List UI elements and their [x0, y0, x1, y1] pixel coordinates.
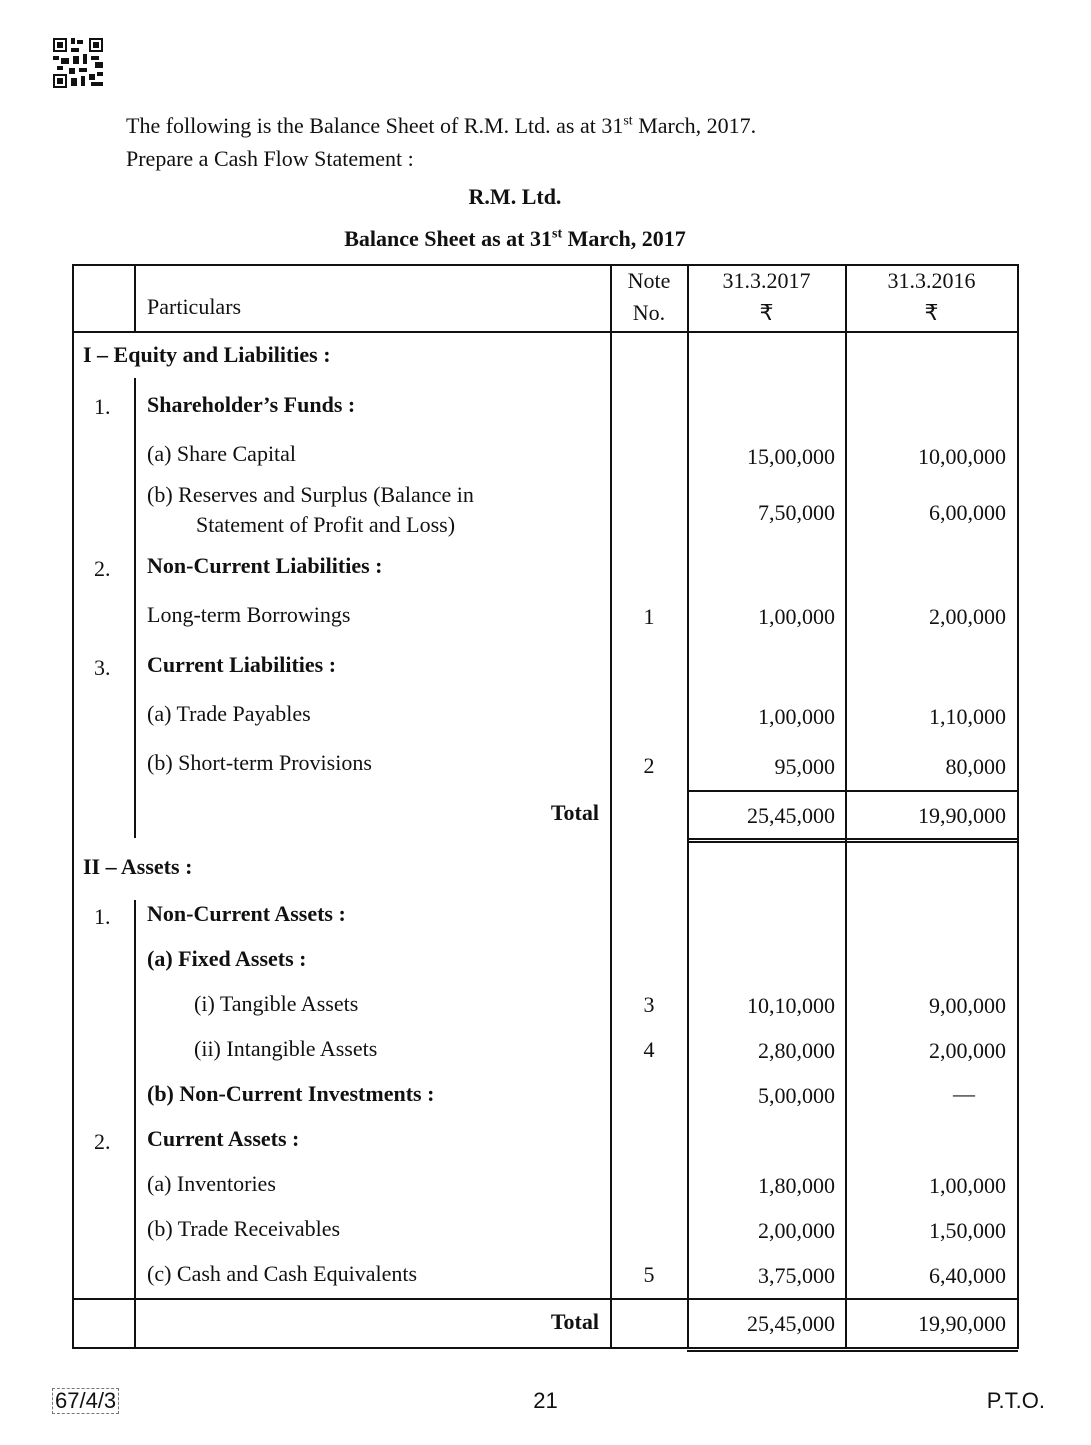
total-2016: 19,90,000	[918, 1311, 1006, 1336]
value-2017: 5,00,000	[758, 1083, 835, 1108]
note-no: 3	[643, 992, 655, 1017]
value-2017: 15,00,000	[747, 444, 835, 469]
value-2016: 9,00,000	[929, 993, 1006, 1018]
company-name: R.M. Ltd.	[468, 184, 562, 209]
value-2016: 80,000	[945, 754, 1006, 779]
value-2017: 2,80,000	[758, 1038, 835, 1063]
row-label: Non-Current Liabilities :	[147, 553, 383, 578]
row-label-cont: Statement of Profit and Loss)	[196, 512, 456, 537]
row-label: (b) Reserves and Surplus (Balance in	[147, 482, 474, 507]
header-2017-unit: ₹	[759, 300, 774, 325]
value-2017: 95,000	[774, 754, 835, 779]
total-2017: 25,45,000	[747, 1311, 835, 1336]
value-2017: 7,50,000	[758, 500, 835, 525]
value-2016: 6,00,000	[929, 500, 1006, 525]
value-2017: 3,75,000	[758, 1263, 835, 1288]
note-no: 4	[643, 1037, 655, 1062]
row-label: (b) Short-term Provisions	[147, 750, 372, 775]
row-number: 1.	[94, 904, 111, 929]
qr-code-icon	[52, 38, 104, 88]
note-no: 5	[643, 1262, 655, 1287]
row-number: 2.	[94, 1129, 111, 1154]
section-assets: II – Assets :	[83, 854, 193, 879]
header-2017: 31.3.2017	[722, 268, 811, 293]
value-2016: 1,50,000	[929, 1218, 1006, 1243]
row-label: Non-Current Assets :	[147, 901, 346, 926]
row-label: Current Assets :	[147, 1126, 300, 1151]
page-number: 21	[533, 1388, 558, 1413]
row-number: 3.	[94, 655, 111, 680]
paper-code: 67/4/3	[52, 1388, 119, 1414]
row-label: (c) Cash and Cash Equivalents	[147, 1261, 418, 1286]
row-number: 1.	[94, 394, 111, 419]
value-2016: 1,00,000	[929, 1173, 1006, 1198]
total-2016: 19,90,000	[918, 803, 1006, 828]
value-2016: 2,00,000	[929, 1038, 1006, 1063]
value-2017: 1,80,000	[758, 1173, 835, 1198]
row-label: (i) Tangible Assets	[194, 991, 359, 1016]
header-2016: 31.3.2016	[887, 268, 976, 293]
header-particulars: Particulars	[147, 294, 242, 319]
row-label: (a) Share Capital	[147, 441, 297, 466]
note-no: 2	[643, 753, 655, 778]
row-label: (b) Trade Receivables	[147, 1216, 341, 1241]
value-2016: 2,00,000	[929, 604, 1006, 629]
value-2016: 6,40,000	[929, 1263, 1006, 1288]
value-2017: 10,10,000	[747, 993, 835, 1018]
row-label: Shareholder’s Funds :	[147, 392, 356, 417]
row-label: (b) Non-Current Investments :	[147, 1081, 435, 1106]
note-no: 1	[643, 604, 655, 629]
header-note-line1: Note	[627, 268, 671, 293]
balance-sheet-table	[72, 264, 1019, 1349]
total-2017: 25,45,000	[747, 803, 835, 828]
value-2017: 1,00,000	[758, 604, 835, 629]
value-2016: 10,00,000	[918, 444, 1006, 469]
row-label: (a) Trade Payables	[147, 701, 311, 726]
row-number: 2.	[94, 556, 111, 581]
pto-label: P.T.O.	[986, 1388, 1045, 1413]
total-label: Total	[550, 800, 599, 825]
row-label: Long-term Borrowings	[147, 602, 351, 627]
section-equity-liabilities: I – Equity and Liabilities :	[83, 342, 331, 367]
header-note-line2: No.	[632, 300, 666, 325]
value-2017: 1,00,000	[758, 704, 835, 729]
row-label: (ii) Intangible Assets	[194, 1036, 378, 1061]
row-label: (a) Fixed Assets :	[147, 946, 307, 971]
total-label: Total	[550, 1309, 599, 1334]
value-2017: 2,00,000	[758, 1218, 835, 1243]
sheet-title: Balance Sheet as at 31st March, 2017	[344, 226, 686, 251]
value-2016-nil: —	[953, 1081, 975, 1106]
header-2016-unit: ₹	[924, 300, 939, 325]
question-text: The following is the Balance Sheet of R.M. Ltd. as at 31st March, 2017. Prepare a Cash Flow Statement :	[126, 113, 757, 171]
value-2016: 1,10,000	[929, 704, 1006, 729]
row-label: Current Liabilities :	[147, 652, 337, 677]
row-label: (a) Inventories	[147, 1171, 276, 1196]
